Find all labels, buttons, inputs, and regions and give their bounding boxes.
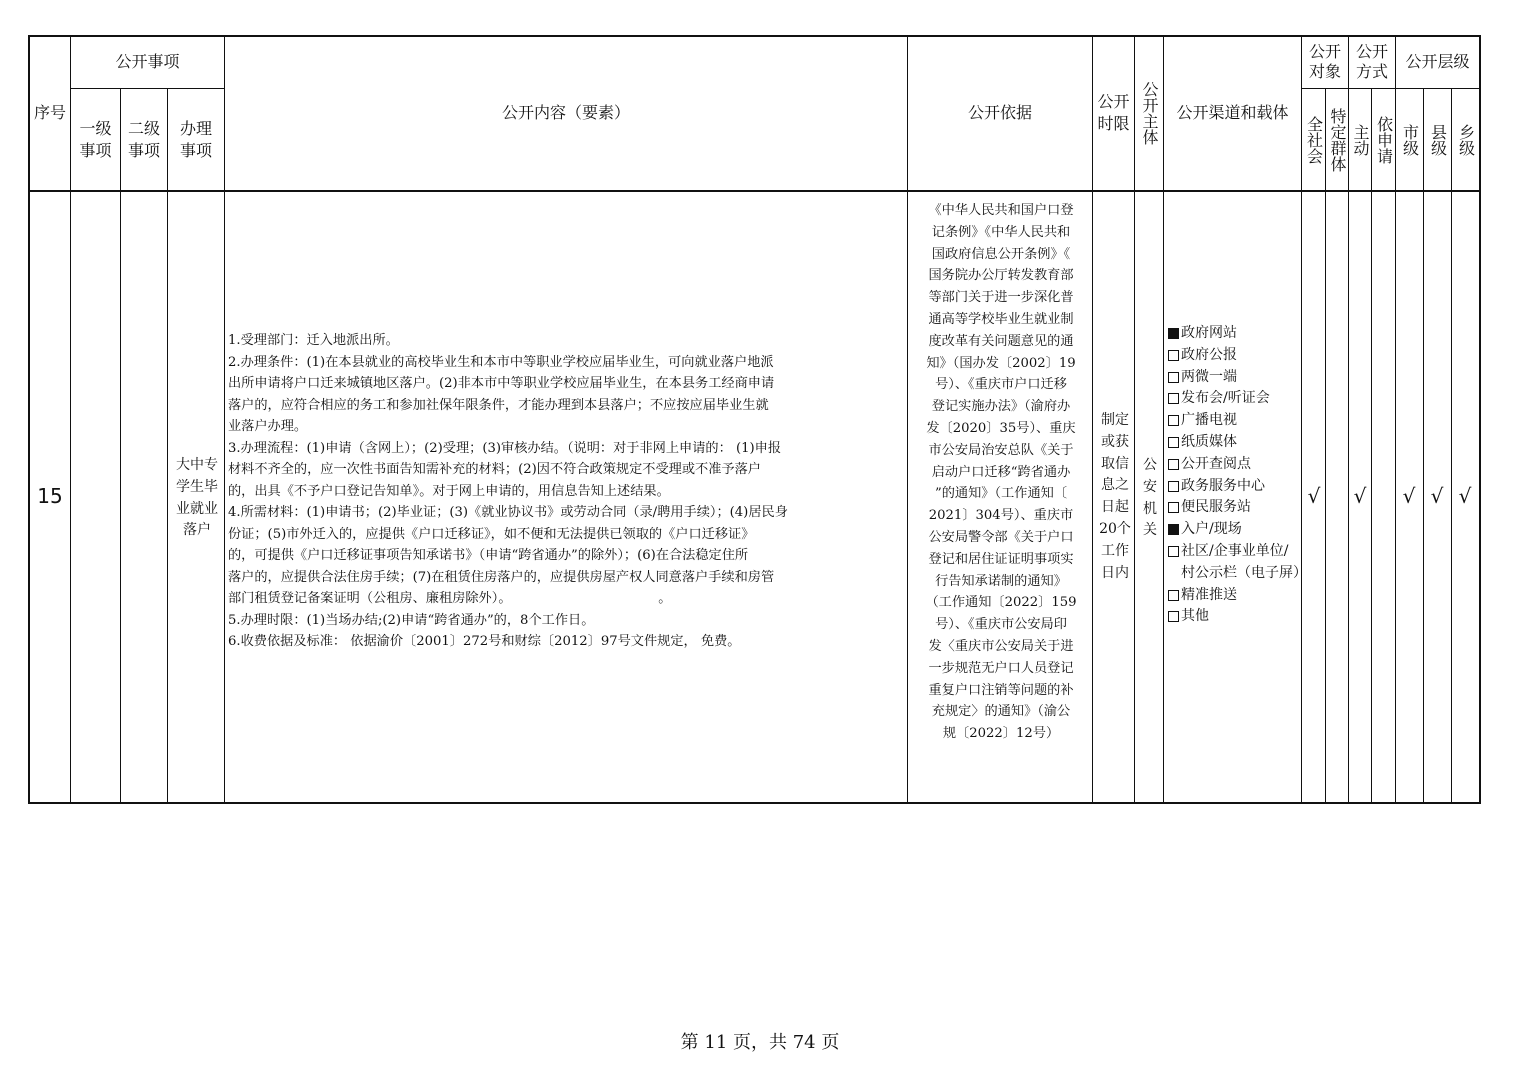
header-method-active: 主动 [1351, 123, 1370, 156]
row-level-county-check: √ [1430, 484, 1444, 508]
channel-label: 广播电视 [1181, 412, 1237, 429]
unchecked-box-icon [1168, 502, 1179, 513]
row-level-city-check: √ [1402, 484, 1416, 508]
unchecked-box-icon [1168, 415, 1179, 426]
channel-item [1168, 432, 1300, 454]
row-level-town-check: √ [1458, 484, 1472, 508]
row-content: 1.受理部门：迁入地派出所。 2.办理条件：(1)在本县就业的高校毕业生和本市中等职业学校应届毕业生，可向就业落户地派 出所申请将户口迁来城镇地区落户。(2)非本市中等职业学校应届毕业生，在本县务工经商申请 落户的，应符合相应的务工和参加社保年限条件，才能办理到本县落户；不应按应届毕业生就 业落户办理。 3.办理流程：(1)申请（含网上）；(2)受理；(3)审核办结。（说明：对于非网上申请的： (1)申报 材料不齐全的，应一次性书面告知需补充的材料；(2)因不符合政策规定不受理或不准予落户 的，出具《不予户口登记告知单》。对于网上申请的，用信息告知上述结果。 4.所需材料：(1)申请书；(2)毕业证；(3)《就业协议书》或劳动合同（录/聘用手续）；(4)居民身 份证；(5)市外迁入的，应提供《户口迁移证》，如不便和无法提供已领取的《户口迁移证》 的，可提供《户口迁移证事项告知承诺书》（申请“跨省通办”的除外）；(6)在合法稳定住所 落户的，应提供合法住房手续；(7)在租赁住房落户的，应提供房屋产权人同意落户手续和房管 部门租赁登记备案证明（公租房、廉租房除外）。 。 5.办理时限：(1)当场办结;(2)申请“跨省通办”的，8个工作日。 6.收费依据及标准： 依据渝价〔2001〕272号和财综〔2012〕97号文件规定， 免费。 [228, 333, 788, 649]
channel-item [1168, 541, 1307, 585]
row-handle-item: 大中专 学生毕 业就业 落户 [176, 457, 218, 539]
checked-box-icon [1168, 328, 1179, 339]
channel-item [1168, 585, 1300, 607]
header-level2: 二级 事项 [127, 118, 160, 160]
channel-label: 其他 [1181, 608, 1209, 625]
channel-label: 纸质媒体 [1181, 433, 1237, 450]
row-channels-list [1168, 323, 1307, 628]
channel-item [1168, 410, 1300, 432]
header-items-group: 公开事项 [115, 52, 180, 71]
row-subject: 公 安 机 关 [1143, 457, 1157, 539]
header-method-group: 公开 方式 [1355, 42, 1388, 81]
checked-box-icon [1168, 524, 1179, 535]
header-level-county: 县级 [1428, 123, 1448, 156]
header-channels: 公开渠道和载体 [1176, 103, 1289, 122]
header-method-request: 依申请 [1374, 115, 1394, 164]
unchecked-box-icon [1168, 546, 1179, 557]
unchecked-box-icon [1168, 393, 1179, 404]
channel-item [1168, 367, 1300, 389]
channel-label: 便民服务站 [1181, 499, 1251, 516]
header-target-all: 全社会 [1304, 115, 1324, 164]
unchecked-box-icon [1168, 590, 1179, 601]
unchecked-box-icon [1168, 350, 1179, 361]
row-time-limit: 制定 或获 取信 息之 日起 20个 工作 日内 [1099, 412, 1131, 581]
channel-item [1168, 519, 1300, 541]
channel-item [1168, 388, 1300, 410]
unchecked-box-icon [1168, 481, 1179, 492]
unchecked-box-icon [1168, 437, 1179, 448]
row-method-active-check: √ [1353, 484, 1367, 508]
header-level-city: 市级 [1400, 123, 1420, 156]
header-handle: 办理 事项 [179, 118, 212, 160]
row-basis: 《中华人民共和国户口登 记条例》《中华人民共和 国政府信息公开条例》《 国务院办公厅转发教育部 等部门关于进一步深化普 通高等学校毕业生就业制 度改革有关问题意见的通 知》（国办发〔2002〕19 号）、《重庆市户口迁移 登记实施办法》（渝府办 发〔2020〕35号）、重庆 市公安局治安总队《关于 启动户口迁移“跨省通办 ”的通知》（工作通知〔 2021〕304号）、重庆市 公安局警令部《关于户口 登记和居住证证明事项实 行告知承诺制的通知》 （工作通知〔2022〕159 号）、《重庆市公安局印 发〈重庆市公安局关于进 一步规范无户口人员登记 重复户口注销等问题的补 充规定〉的通知》（渝公 规〔2022〕12号） [925, 203, 1077, 742]
header-target-specific: 特定群体 [1328, 107, 1347, 172]
channel-item [1168, 454, 1300, 476]
row-target-all-check: √ [1307, 484, 1321, 508]
channel-item [1168, 345, 1300, 367]
channel-label: 公开查阅点 [1181, 455, 1251, 472]
unchecked-box-icon [1168, 459, 1179, 470]
channel-label: 政府公报 [1181, 346, 1237, 363]
header-level1: 一级 事项 [79, 118, 112, 160]
channel-item [1168, 323, 1300, 345]
channel-label: 政务服务中心 [1181, 477, 1265, 494]
unchecked-box-icon [1168, 611, 1179, 622]
header-level-town: 乡级 [1456, 123, 1476, 156]
row-seq: 15 [37, 484, 63, 508]
header-basis: 公开依据 [967, 103, 1032, 122]
channel-label: 精准推送 [1181, 586, 1237, 603]
header-target-group: 公开 对象 [1308, 42, 1341, 81]
channel-label: 两微一端 [1181, 368, 1237, 385]
header-content: 公开内容（要素） [501, 103, 630, 122]
header-level-group: 公开层级 [1405, 52, 1470, 71]
channel-label: 入户/现场 [1181, 521, 1242, 538]
channel-label: 发布会/听证会 [1181, 390, 1270, 407]
channel-item [1168, 497, 1300, 519]
channel-item [1168, 606, 1300, 628]
header-subject: 公开主体 [1140, 81, 1159, 145]
header-time-limit: 公开 时限 [1097, 92, 1130, 133]
channel-item [1168, 476, 1300, 498]
unchecked-box-icon [1168, 372, 1179, 383]
page-footer: 第 11 页，共 74 页 [680, 1032, 840, 1053]
channel-label: 政府网站 [1181, 325, 1237, 341]
channel-label: 社区/企事业单位/村公示栏（电子屏） [1181, 542, 1307, 581]
header-seq: 序号 [33, 103, 66, 122]
